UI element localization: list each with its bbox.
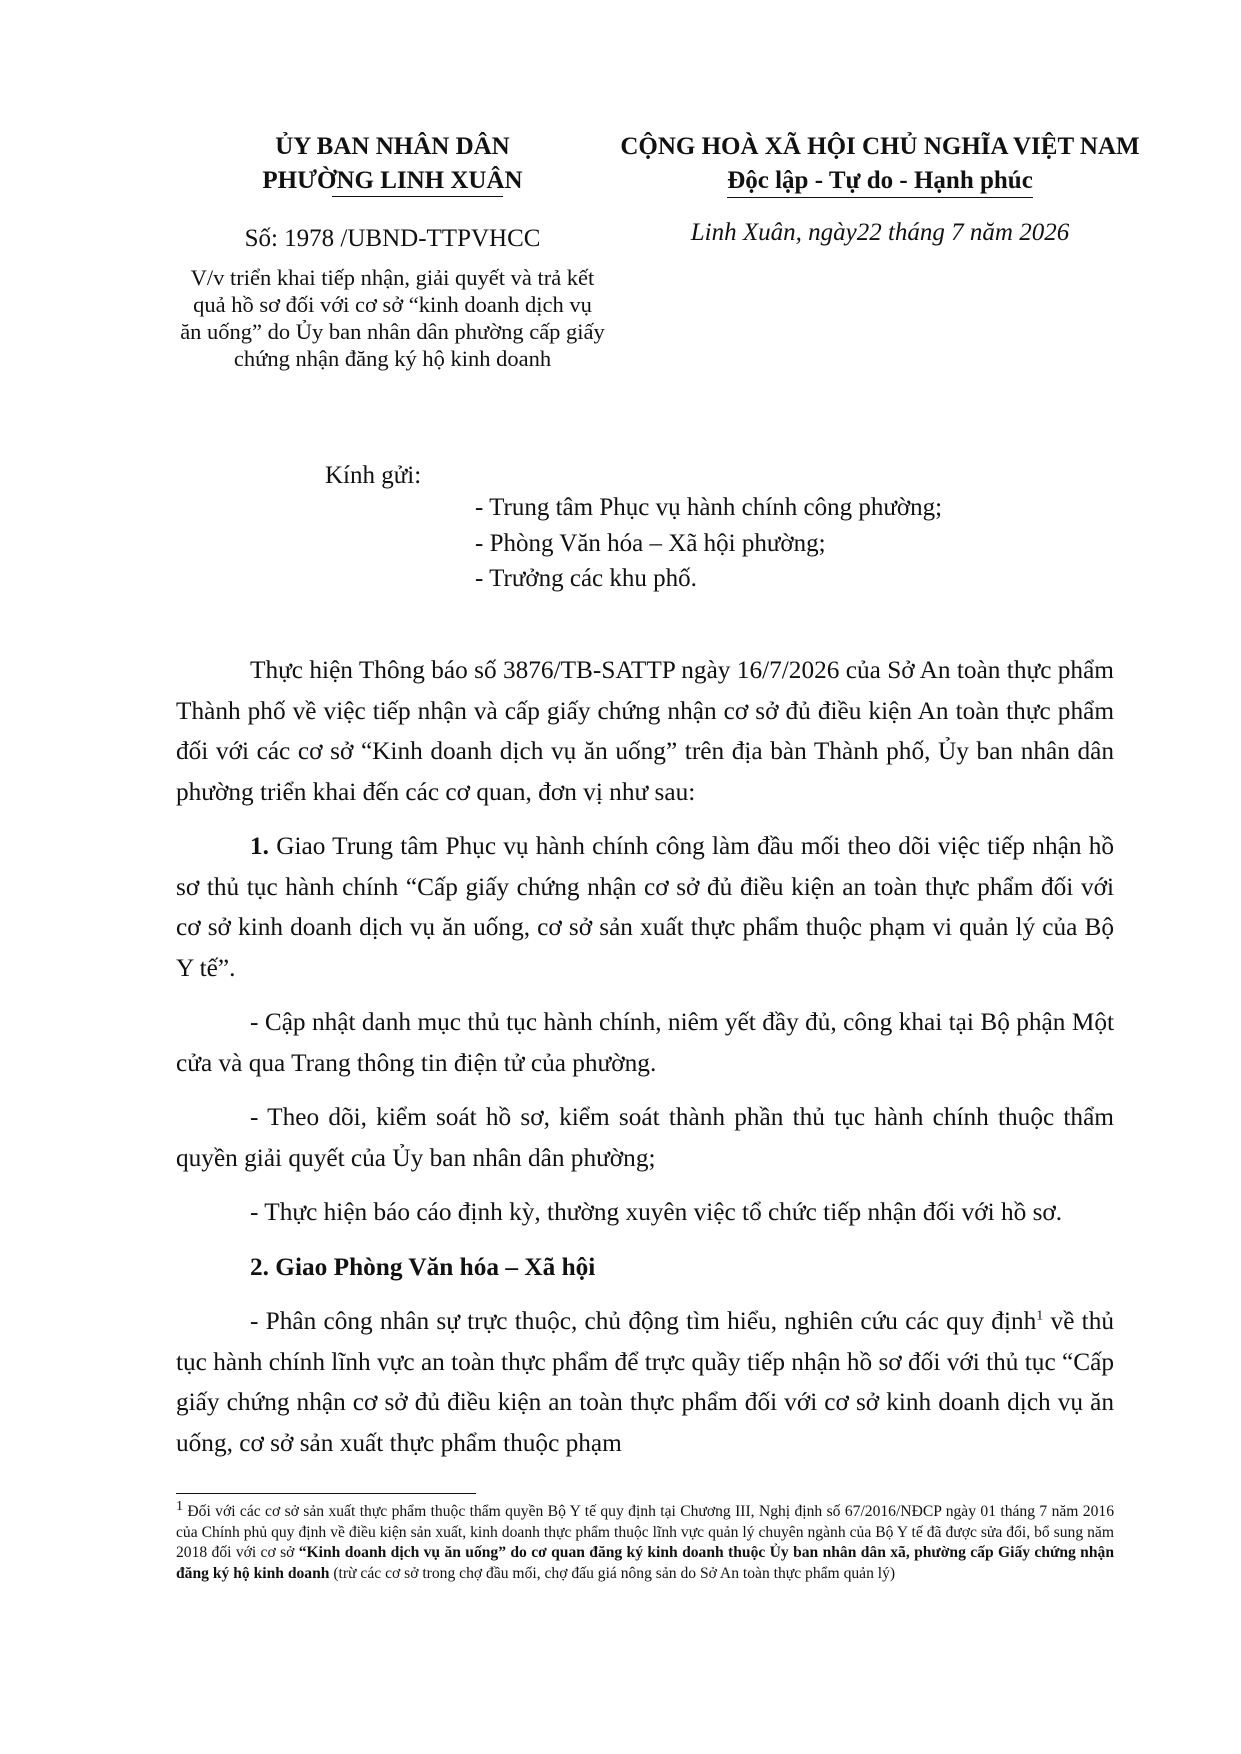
bullet-paragraph: - Theo dõi, kiểm soát hồ sơ, kiểm soát thành phần thủ tục hành chính thuộc thẩm quyền giải quyết của Ủy ban nhân dân phường; xyxy=(176,1103,1114,1172)
recipient-list xyxy=(475,490,942,597)
document-subject: V/v triển khai tiếp nhận, giải quyết và trả kết quả hồ sơ đối với cơ sở “kinh doanh dịch vụ ăn uống” do Ủy ban nhân dân phường cấp giấy chứng nhận đăng ký hộ kinh doanh xyxy=(180,265,605,371)
national-motto: Độc lập - Tự do - Hạnh phúc xyxy=(727,164,1033,198)
addressee-label: Kính gửi: xyxy=(325,462,422,489)
footnote-text-bold: “Kinh doanh dịch vụ ăn uống” do cơ quan đăng ký kinh doanh thuộc Ủy ban nhân dân xã, phường cấp Giấy chứng nhận đăng ký hộ kinh doanh xyxy=(176,1544,1114,1582)
footnote-divider xyxy=(176,1493,476,1494)
item1-paragraph xyxy=(176,826,1114,988)
intro-paragraph: Thực hiện Thông báo số 3876/TB-SATTP ngày 16/7/2026 của Sở An toàn thực phẩm Thành phố về việc tiếp nhận và cấp giấy chứng nhận cơ sở đủ điều kiện An toàn thực phẩm đối với các cơ sở “Kinh doanh dịch vụ ăn uống” trên địa bàn Thành phố, Ủy ban nhân dân phường triển khai đến các cơ quan, đơn vị như sau: xyxy=(176,656,1114,806)
item1-number: 1. xyxy=(250,832,269,860)
recipient-item: - Trưởng các khu phố. xyxy=(475,565,697,592)
item2-paragraph xyxy=(176,1301,1114,1463)
bullet-paragraph: - Thực hiện báo cáo định kỳ, thường xuyên việc tổ chức tiếp nhận đối với hồ sơ. xyxy=(250,1198,1063,1226)
footnote-text-b: (trừ các cơ sở trong chợ đầu mối, chợ đấu giá nông sản do Sở An toàn thực phẩm quản lý) xyxy=(329,1564,896,1582)
item2-text-a: - Phân công nhân sự trực thuộc, chủ động tìm hiểu, nghiên cứu các quy định xyxy=(250,1307,1037,1335)
item2-heading: 2. Giao Phòng Văn hóa – Xã hội xyxy=(250,1252,596,1281)
footnote-text-a: Đối với các cơ sở sản xuất thực phẩm thuộc thẩm quyền Bộ Y tế quy định tại Chương III, Nghị định số 67/2016/NĐCP ngày 01 tháng 7 năm 2016 của Chính phủ quy định về điều kiện sản xuất, kinh doanh thực phẩm thuộc lĩnh vực quản lý chuyên ngành của Bộ Y tế đã được sửa đổi, bổ sung năm 2018 đối với cơ sở xyxy=(176,1503,1114,1561)
document-body xyxy=(176,650,1114,1477)
recipient-item: - Trung tâm Phục vụ hành chính công phường; xyxy=(475,494,943,521)
footnote xyxy=(176,1498,1114,1584)
national-header-block xyxy=(590,130,1170,250)
national-title: CỘNG HOÀ XÃ HỘI CHỦ NGHĨA VIỆT NAM xyxy=(620,133,1140,160)
issuer-block xyxy=(180,130,605,372)
issuer-line2: PHƯỜNG LINH XUÂN xyxy=(262,164,522,198)
footnote-reference: 1 xyxy=(1036,1308,1044,1324)
document-date: Linh Xuân, ngày22 tháng 7 năm 2026 xyxy=(690,219,1070,246)
recipient-item: - Phòng Văn hóa – Xã hội phường; xyxy=(475,529,826,557)
footnote-mark: 1 xyxy=(176,1498,183,1514)
item2-text-b: về thủ tục hành chính lĩnh vực an toàn thực phẩm để trực quầy tiếp nhận hồ sơ đối với thủ tục “Cấp giấy chứng nhận cơ sở đủ điều kiện an toàn thực phẩm đối với cơ sở kinh doanh dịch vụ ăn uống, cơ sở sản xuất thực phẩm thuộc phạm xyxy=(176,1307,1114,1457)
issuer-line1: ỦY BAN NHÂN DÂN xyxy=(275,133,510,160)
bullet-paragraph: - Cập nhật danh mục thủ tục hành chính, niêm yết đầy đủ, công khai tại Bộ phận Một cửa và qua Trang thông tin điện tử của phường. xyxy=(176,1008,1114,1077)
item1-text: Giao Trung tâm Phục vụ hành chính công làm đầu mối theo dõi việc tiếp nhận hồ sơ thủ tục hành chính “Cấp giấy chứng nhận cơ sở đủ điều kiện an toàn thực phẩm đối với cơ sở kinh doanh dịch vụ ăn uống, cơ sở sản xuất thực phẩm thuộc phạm vi quản lý của Bộ Y tế”. xyxy=(176,832,1114,982)
document-number: Số: 1978 /UBND-TTPVHCC xyxy=(244,225,541,252)
